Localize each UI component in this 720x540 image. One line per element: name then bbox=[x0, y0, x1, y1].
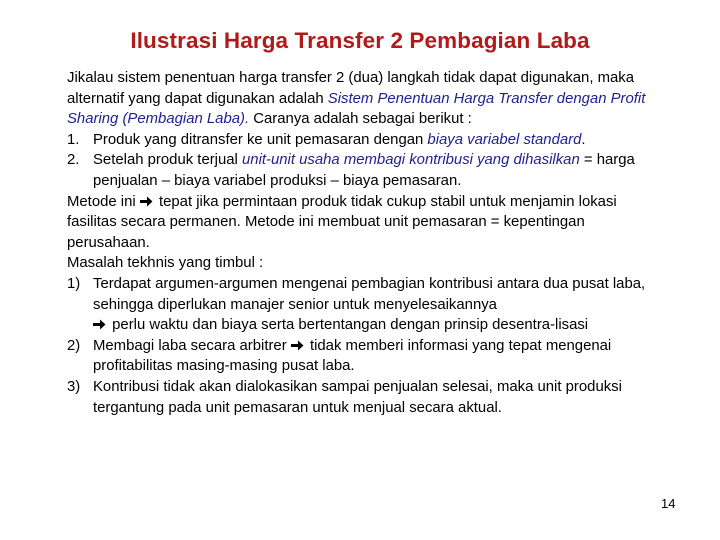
step-text: Setelah produk terjual bbox=[93, 152, 243, 169]
right-arrow-icon bbox=[140, 196, 153, 207]
problem-text-end: tidak memberi informasi yang tepat mengenai profitabilitas masing-masing pusat laba. bbox=[93, 337, 612, 375]
step-number: 2. bbox=[67, 152, 80, 169]
problem-item bbox=[67, 336, 667, 377]
intro-text-end: Caranya adalah sebagai berikut : bbox=[249, 111, 472, 128]
method-text-end: tepat jika permintaan produk tidak cukup stabil untuk menjamin lokasi fasilitas secara permanen. Metode ini membuat unit pemasaran = kepentingan perusahaan. bbox=[67, 193, 617, 251]
problem-text: Membagi laba secara arbitrer bbox=[93, 337, 291, 354]
step-highlight: unit-unit usaha membagi kontribusi yang dihasilkan bbox=[242, 152, 580, 169]
intro-highlight: Sistem Penentuan Harga Transfer dengan Profit Sharing (Pembagian Laba). bbox=[67, 90, 646, 128]
page-number: 14 bbox=[661, 496, 676, 511]
problem-number: 1) bbox=[67, 275, 81, 292]
slide-title: Ilustrasi Harga Transfer 2 Pembagian Laba bbox=[130, 28, 590, 53]
intro-text: Jikalau sistem penentuan harga transfer 2 (dua) langkah tidak dapat digunakan, maka alternatif yang dapat digunakan adalah bbox=[67, 70, 635, 107]
intro-paragraph bbox=[67, 68, 667, 130]
right-arrow-icon bbox=[291, 340, 304, 351]
problem-text: Kontribusi tidak akan dialokasikan sampai penjualan selesai, maka unit produksi tergantung pada unit pemasaran untuk menjual secara aktual. bbox=[93, 378, 622, 416]
step-number: 1. bbox=[67, 131, 80, 148]
step-item bbox=[67, 150, 667, 191]
problem-item bbox=[67, 274, 667, 336]
problem-text: Terdapat argumen-argumen mengenai pembagian kontribusi antara dua pusat laba, sehingga diperlukan manajer senior untuk menyelesaikannya bbox=[93, 275, 646, 313]
step-text: Produk yang ditransfer ke unit pemasaran dengan bbox=[93, 131, 428, 148]
problem-number: 2) bbox=[67, 337, 81, 354]
problem-text-end: perlu waktu dan biaya serta bertentangan dengan prinsip desentra-lisasi bbox=[108, 317, 589, 334]
step-item bbox=[67, 130, 667, 151]
step-text-end: = harga penjualan – biaya variabel produksi – biaya pemasaran. bbox=[93, 152, 635, 189]
step-highlight: biaya variabel standard bbox=[427, 131, 582, 148]
method-paragraph bbox=[67, 192, 667, 254]
method-text: Metode ini bbox=[67, 193, 140, 210]
problems-heading: Masalah tekhnis yang timbul : bbox=[67, 255, 264, 272]
problem-number: 3) bbox=[67, 378, 81, 395]
right-arrow-icon bbox=[93, 319, 106, 330]
problem-item bbox=[67, 377, 667, 418]
slide-body bbox=[67, 68, 667, 418]
step-text-end: . bbox=[581, 131, 586, 148]
